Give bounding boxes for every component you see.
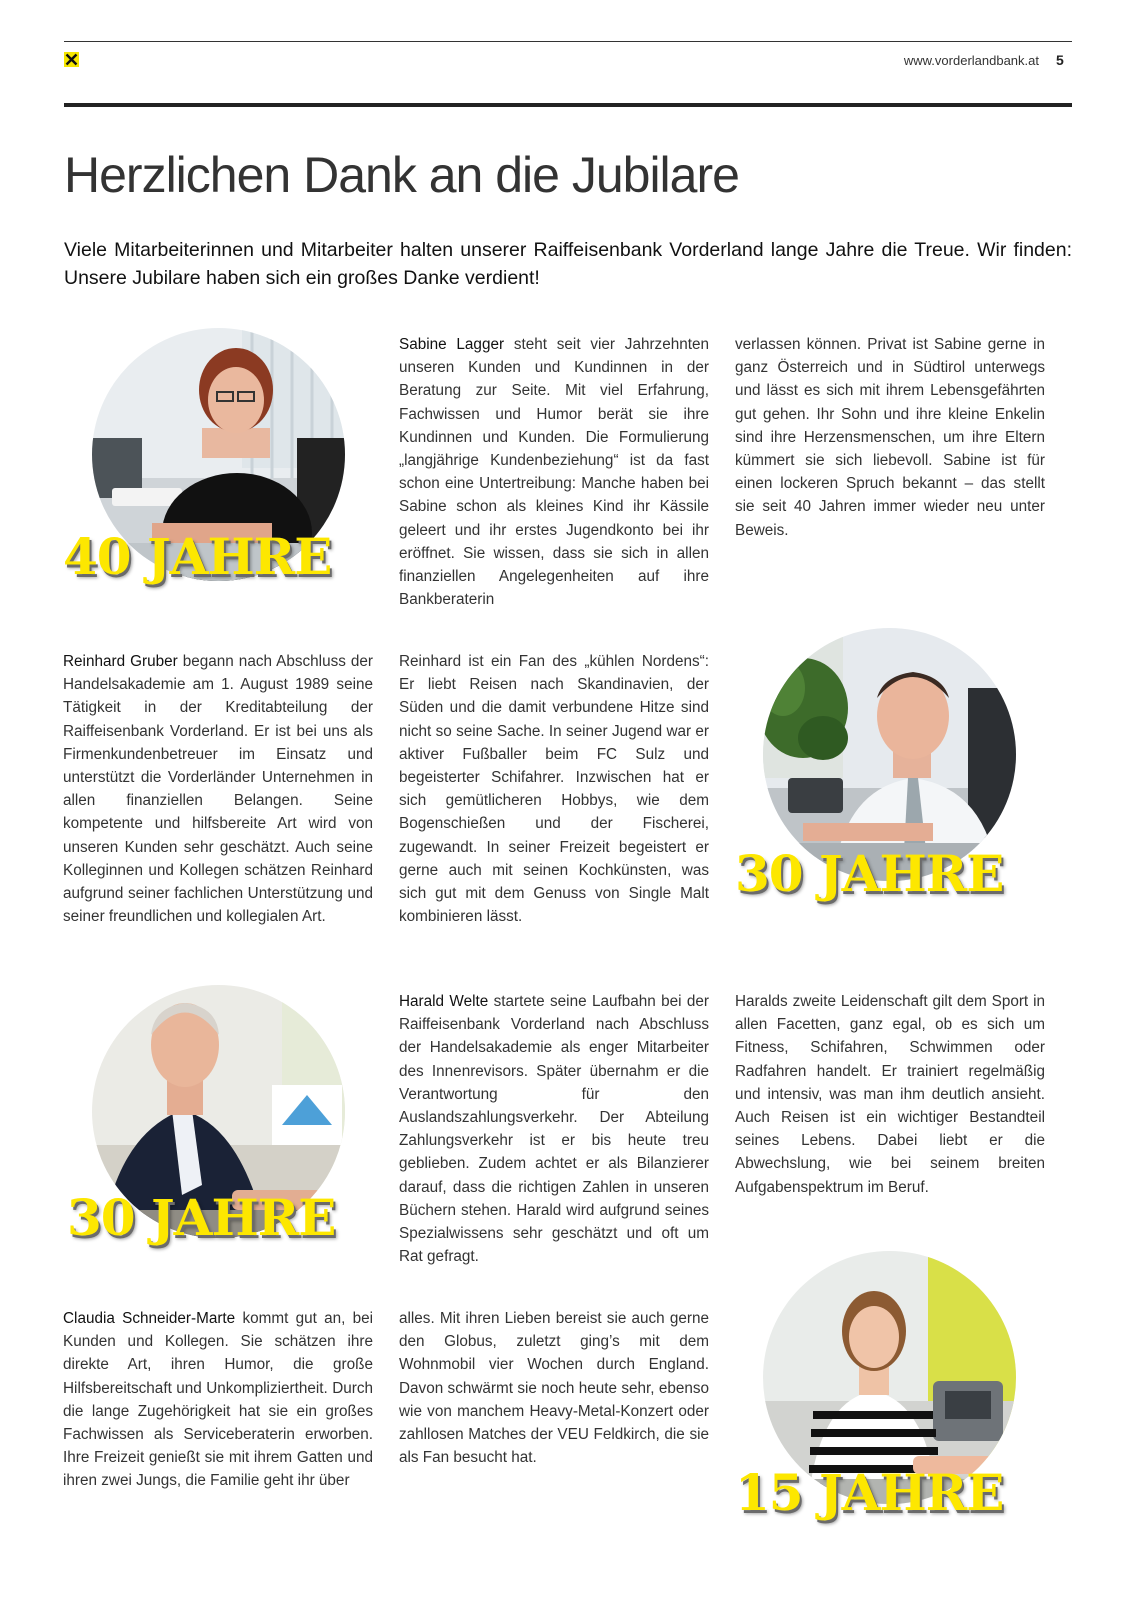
article-column (63, 1307, 373, 1493)
intro-text: Viele Mitarbeiterinnen und Mitarbeiter halten unserer Raiffeisenbank Vorderland lange Jahre die Treue. Wir finden: Unsere Jubilare haben sich ein großes Danke verdient! (64, 239, 1072, 289)
jubilee-badge: 30 JAHRE (67, 1188, 336, 1247)
article-text: startete seine Laufbahn bei der Raiffeisenbank Vorderland nach Abschluss der Handelsakademie als enger Mitarbeiter des Innenrevisors. Später übernahm er die Verantwortung für den Auslandszahlungsverkehr. Der Abteilung Zahlungsverkehr ist er bis heute treu geblieben. Zudem achtet er als Bilanzierer darauf, dass die richtigen Zahlen in unseren Büchern stehen. Harald wird aufgrund seines Spezialwissens sehr geschätzt und oft um Rat gefragt. (399, 993, 709, 1266)
article-text: begann nach Abschluss der Handelsakademie am 1. August 1989 seine Tätigkeit in der Kreditabteilung der Raiffeisenbank Vorderland. Er ist bei uns als Firmenkundenbetreuer im Einsatz und unterstützt die Vorderländer Unternehmen in allen finanziellen Belangen. Seine kompetente und hilfsbereite Art wird von unseren Kunden sehr geschätzt. Auch seine Kolleginnen und Kollegen schätzen Reinhard aufgrund seiner fachlichen Unterstützung und seiner freundlichen und kollegialen Art. (63, 653, 374, 926)
page-number: 5 (1056, 52, 1064, 68)
jubilee-badge: 15 JAHRE (735, 1463, 1004, 1522)
raiffeisen-logo-icon (64, 52, 79, 67)
article-column (399, 333, 709, 611)
article-column (63, 650, 373, 928)
header-rule (64, 41, 1072, 42)
jubilar-name: Sabine Lagger (399, 336, 505, 353)
article-column: alles. Mit ihren Lieben bereist sie auch gerne den Globus, zuletzt ging’s mit dem Wohnmobil vier Wochen durch England. Davon schwärmt sie noch heute sehr, ebenso wie von manchem Heavy-Metal-Konzert oder zahllosen Matches der VEU Feldkirch, die sie als Fan besucht hat. (399, 1310, 709, 1467)
jubilar-name: Claudia Schneider-Marte (63, 1310, 236, 1327)
article-text: kommt gut an, bei Kunden und Kollegen. Sie schätzen ihre direkte Art, ihren Humor, die große Hilfsbereitschaft und Unkompliziertheit. Durch die lange Zugehörigkeit hat sie ein großes Fachwissen als Serviceberaterin erworben. Ihre Freizeit genießt sie mit ihrem Gatten und ihren zwei Jungs, die Familie geht ihr über (63, 1310, 373, 1490)
header-thick-rule (64, 103, 1072, 107)
article-column: Haralds zweite Leidenschaft gilt dem Sport in allen Facetten, ganz egal, ob es sich um Fitness, Schifahren, Schwimmen oder Radfahren handelt. Er trainiert regelmäßig und intensiv, was man ihm deutlich ansieht. Auch Reisen ist ein wichtiger Bestandteil seines Lebens. Dabei liebt er die Abwechslung, wie bei seinem breiten Aufgabenspektrum im Beruf. (735, 993, 1045, 1196)
jubilee-badge: 30 JAHRE (735, 844, 1004, 903)
article-column: Reinhard ist ein Fan des „kühlen Nordens“: Er liebt Reisen nach Skandinavien, der Süden und die damit verbundene Hitze sind nicht so seine Sache. In seiner Jugend war er aktiver Fußballer beim FC Sulz und begeisterter Schifahrer. Inzwischen hat er sich gemütlicheren Hobbys, wie dem Bogenschießen und der Fischerei, zugewandt. In seiner Freizeit begeistert er gerne auch mit seinen Kochkünsten, was sich gut mit dem Genuss von Single Malt kombinieren lässt. (399, 653, 709, 926)
page-title: Herzlichen Dank an die Jubilare (64, 147, 739, 203)
article-column (399, 990, 709, 1268)
article-text: steht seit vier Jahrzehnten unseren Kunden und Kundinnen in der Beratung zur Seite. Mit viel Erfahrung, Fachwissen und Humor berät sie ihre Kundinnen und Kunden. Die Formulierung „langjährige Kundenbeziehung“ ist da fast schon eine Untertreibung: Manche haben bei Sabine schon als kleines Kind ihr Kässile geleert und ihr erstes Jugendkonto bei ihr eröffnet. Sie wissen, dass sie sich in allen finanziellen Angelegenheiten auf ihre Bankberaterin (399, 336, 709, 609)
article-column: verlassen können. Privat ist Sabine gerne in ganz Österreich und in Südtirol unterwegs und lässt es sich mit ihrem Lebensgefährten gut gehen. Ihr Sohn und ihre kleine Enkelin sind ihre Herzensmenschen, um ihre Eltern kümmert sie sich liebevoll. Sabine ist für einen lockeren Spruch bekannt – das stellt sie seit 40 Jahren immer wieder neu unter Beweis. (735, 336, 1045, 539)
jubilee-badge: 40 JAHRE (63, 527, 332, 586)
jubilar-name: Reinhard Gruber (63, 653, 178, 670)
website-url[interactable]: www.vorderlandbank.at (903, 53, 1039, 68)
jubilar-name: Harald Welte (399, 993, 489, 1010)
